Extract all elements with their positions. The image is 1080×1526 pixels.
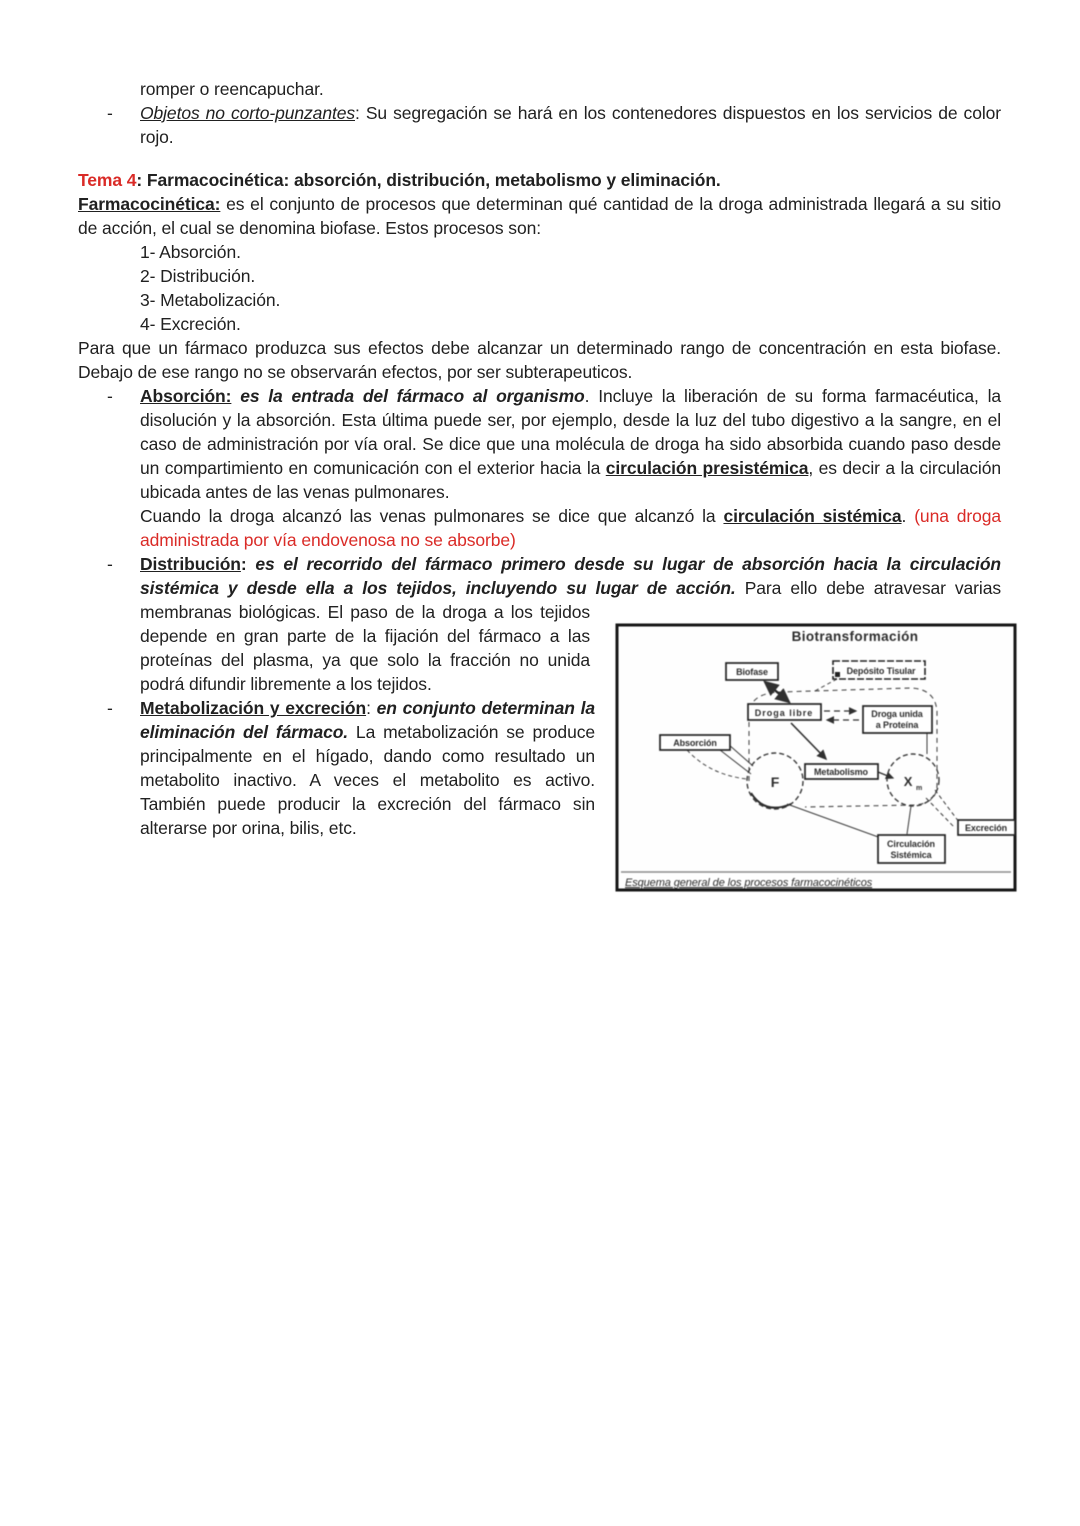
node-f-label: F bbox=[770, 774, 780, 790]
process-list-item: 1- Absorción. bbox=[140, 242, 241, 262]
bullet-item-objetos bbox=[78, 101, 1001, 149]
bullet-absorcion-text bbox=[140, 384, 1001, 552]
text-segment: Objetos no corto-punzantes bbox=[140, 103, 355, 123]
text-segment: : bbox=[366, 698, 377, 718]
text-segment: en conjunto determinan la eliminación del fármaco. bbox=[140, 698, 595, 742]
absorcion-paragraph-2 bbox=[140, 504, 1001, 552]
figure-frame bbox=[617, 625, 1015, 890]
absorcion-paragraph-1 bbox=[140, 384, 1001, 504]
bullet-marker: - bbox=[107, 386, 113, 406]
text-segment: es la entrada del fármaco al organismo bbox=[240, 386, 585, 406]
node-deposito-tisular bbox=[833, 661, 925, 679]
node-deposito-label: Depósito Tisular bbox=[846, 666, 916, 676]
node-metabolismo bbox=[805, 764, 878, 779]
text-segment bbox=[231, 386, 240, 406]
text-segment: Para ello debe atravesar varias bbox=[735, 578, 1001, 598]
node-droga-libre bbox=[748, 704, 821, 720]
paragraph-rango-concentracion bbox=[78, 336, 1001, 384]
paragraph-continuation bbox=[140, 77, 1001, 101]
node-circulacion-label-1: Circulación bbox=[887, 839, 935, 849]
text-segment: Tema 4 bbox=[78, 170, 137, 190]
text-segment: Absorción: bbox=[140, 386, 232, 406]
node-xm-subscript: m bbox=[916, 785, 923, 792]
text-segment: circulación presistémica bbox=[605, 458, 809, 478]
node-droga-libre-label: Droga libre bbox=[754, 708, 814, 718]
node-metabolismo-label: Metabolismo bbox=[814, 767, 868, 777]
text-segment: es el conjunto de procesos que determinan qué cantidad de la droga administrada llegará a su sitio de acción, el cual se denomina biofase. Estos procesos son: bbox=[78, 194, 1001, 238]
paragraph-farmacocinetica-definition bbox=[78, 192, 1001, 240]
biotransformation-diagram-svg bbox=[615, 623, 1017, 892]
process-list-item: 2- Distribución. bbox=[140, 266, 256, 286]
text-segment: Distribución bbox=[140, 554, 241, 574]
text-segment: Para que un fármaco produzca sus efectos debe alcanzar un determinado rango de concentración en esta biofase. Debajo de ese rango no se observarán efectos, por ser subterapeuticos. bbox=[78, 338, 1001, 382]
bullet-marker: - bbox=[107, 554, 113, 574]
text-segment: circulación sistémica bbox=[723, 506, 902, 526]
text-segment: Cuando la droga alcanzó las venas pulmonares se dice que alcanzó la bbox=[140, 506, 724, 526]
node-droga-unida-label-2: a Proteína bbox=[875, 720, 919, 730]
node-excrecion bbox=[958, 820, 1015, 835]
node-xm-label: X bbox=[903, 774, 913, 789]
distribucion-paragraph-wide bbox=[140, 552, 1001, 600]
text-segment: Metabolización y excreción bbox=[140, 698, 367, 718]
node-circulacion-sistemica bbox=[878, 835, 945, 863]
text-segment: : bbox=[240, 554, 256, 574]
text-segment: . bbox=[901, 506, 915, 526]
text-segment: : Su segregación se hará en los contenedores dispuestos en los servicios de color rojo. bbox=[140, 103, 1001, 147]
node-biofase-label: Biofase bbox=[736, 667, 768, 677]
text-segment: romper o reencapuchar. bbox=[140, 79, 324, 99]
text-segment: membranas biológicas. El paso de la droga a los tejidos depende en gran parte de la fijación del fármaco a las proteínas del plasma, ya que solo la fracción no unida podrá difundir libremente a los tejidos. bbox=[140, 602, 590, 694]
bullet-metabolizacion-text bbox=[140, 696, 595, 840]
text-segment: : Farmacocinética: absorción, distribución, metabolismo y eliminación. bbox=[136, 170, 721, 190]
bullet-marker: - bbox=[107, 698, 113, 718]
process-list-item: 4- Excreción. bbox=[140, 314, 241, 334]
deposito-corner-square bbox=[835, 672, 840, 677]
node-droga-unida bbox=[863, 706, 932, 733]
process-list bbox=[78, 240, 1001, 336]
figure-title: Biotransformación bbox=[791, 629, 919, 644]
text-segment: , es decir a la circulación ubicada antes de las venas pulmonares. bbox=[140, 458, 1001, 502]
node-excrecion-label: Excreción bbox=[964, 823, 1008, 833]
text-segment: Farmacocinética: bbox=[78, 194, 221, 214]
text-segment: es el recorrido del fármaco primero desde su lugar de absorción hacia la circulación sistémica y desde ella a los tejidos, incluyendo su lugar de acción. bbox=[140, 554, 1001, 598]
pharmacokinetics-diagram bbox=[615, 623, 1017, 892]
distribucion-paragraph-narrow bbox=[140, 600, 590, 696]
text-segment: . Incluye la liberación de su forma farmacéutica, la disolución y la absorción. Esta última puede ser, por ejemplo, desde la luz del tubo digestivo a la sangre, en el caso de administración por vía oral. Se dice que una molécula de droga ha sido absorbida cuando paso desde un compartimiento en comunicación con el exterior hacia la bbox=[140, 386, 1001, 478]
figure-caption: Esquema general de los procesos farmacocinéticos bbox=[625, 877, 873, 889]
bullet-item-absorcion bbox=[78, 384, 1001, 552]
bullet-marker: - bbox=[107, 103, 113, 123]
tema4-heading bbox=[78, 168, 1001, 192]
text-segment: (una droga administrada por vía endovenosa no se absorbe) bbox=[140, 506, 1001, 550]
process-list-item: 3- Metabolización. bbox=[140, 290, 281, 310]
bullet-objetos-text bbox=[140, 101, 1001, 149]
node-absorcion bbox=[660, 735, 730, 750]
node-droga-unida-label-1: Droga unida bbox=[871, 709, 923, 719]
node-absorcion-label: Absorción bbox=[673, 738, 717, 748]
text-segment: La metabolización se produce principalmente en el hígado, dando como resultado un metabolito inactivo. A veces el metabolito es activo. También puede producir la excreción del fármaco sin alterarse por orina, bilis, etc. bbox=[140, 722, 595, 838]
node-biofase bbox=[726, 663, 778, 680]
node-circulacion-label-2: Sistémica bbox=[890, 850, 932, 860]
